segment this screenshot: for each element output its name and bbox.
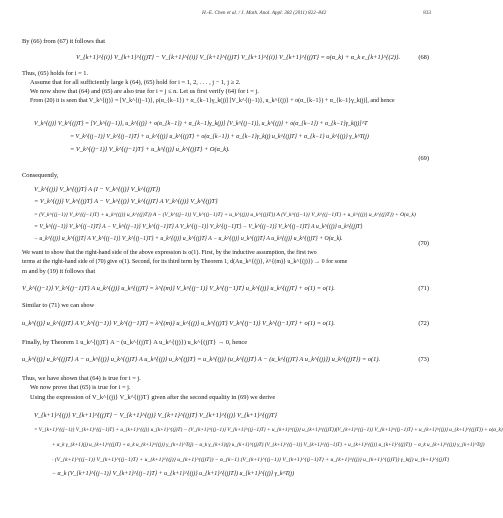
equation-line: V_k^{(j)} V_k^{(j)T} A (I − V_k^{(j)} V_k^{(j)T}) xyxy=(34,186,161,193)
equation-number: (70) xyxy=(418,240,429,247)
page-number: 833 xyxy=(423,10,431,16)
equation-line: V_k^{(j−1)} V_k^{(j−1)T} A u_k^{(j)} u_k^{(j)T} = λ^{(m)} V_k^{(j−1)} V_k^{(j−1)T} u_k^{(j)} u_k^{(j)T} + o(1) = o(1). xyxy=(22,285,335,292)
text-line: We want to show that the right-hand side of the above expression is o(1). First, by the inductive assumption, the first two xyxy=(22,250,317,256)
text-line: Finally, by Theorem 1 u_k^{(j)T} A − (u_k^{(j)T} A u_k^{(j)}) u_k^{(j)T} → 0, hence xyxy=(22,339,248,346)
equation-line: = (V_k^{(j−1)} V_k^{(j−1)T} + u_k^{(j)} u_k^{(j)T}) A − (V_k^{(j−1)} V_k^{(j−1)T} + u_k^{(j)} u_k^{(j)T}) A (V_k^{(j−1)} V_k^{(j−1)T} + u_k^{(j)} u_k^{(j)T}) + O(α_k) xyxy=(34,212,416,218)
text-line: By (66) from (67) it follows that xyxy=(22,38,106,45)
equation-line: = V_{k+1}^{(j−1)} V_{k+1}^{(j−1)T} + u_{k+1}^{(j)} u_{k+1}^{(j)T} − (V_{k+1}^{(j−1)} V_{k+1}^{(j−1)T} + u_{k+1}^{(j)} u_{k+1}^{(j)T})(V_{k+1}^{(j−1)} V_{k+1}^{(j−1)T} + u_{k+1}^{(j)} u_{k+1}^{(j)T}) + o(α_k) xyxy=(34,427,503,433)
text-line: Using the expression of V_k^{(j)} V_k^{(j)T} given after the second equality in (69) we derive xyxy=(30,394,276,401)
text-line: Thus, (65) holds for i = 1. xyxy=(22,70,89,77)
equation-line: = V_k^{(j−1)} V_k^{(j−1)T} + u_k^{(j)} u_k^{(j)T} + O(α_k). xyxy=(70,146,230,153)
equation-line: V_{k+1}^{(j)} V_{k+1}^{(j)T} − V_{k+1}^{(j)} V_{k+1}^{(j)T} V_{k+1}^{(j)} V_{k+1}^{(j)T} xyxy=(34,412,277,419)
equation-line: = V_k^{(j−1)} V_k^{(j−1)T} A − V_k^{(j−1)} V_k^{(j−1)T} A V_k^{(j−1)} V_k^{(j−1)T} − V_k^{(j−1)} V_k^{(j−1)T} A u_k^{(j)} u_k^{(j)T} xyxy=(34,224,363,230)
equation-number: (73) xyxy=(418,356,429,363)
text-line: terms at the right-hand side of (70) give o(1). Second, for its third term by Theorem 1, d(Au_k^{(j)}, λ^{(m)} u_k^{(j)}) → 0 for some xyxy=(22,259,348,265)
text-line: We now show that (64) and (65) are also true for i = j ≤ n. Let us first verify (64) for i = j. xyxy=(30,88,259,95)
equation-line: V_k^{(j)} V_k^{(j)T} = [V_k^{(j−1)}, u_k^{(j)} + o(α_{k−1}) + α_{k−1}γ_k(j)] [V_k^{(j−1)}, u_k^{(j)} + o(α_{k−1}) + α_{k−1}γ_k(j)]^T xyxy=(34,121,368,127)
equation-number: (71) xyxy=(418,285,429,292)
equation-line: − α_k (V_{k+1}^{(j−1)} V_{k+1}^{(j−1)T} + u_{k+1}^{(j)} u_{k+1}^{(j)T}) u_{k+1}^{(j)} γ_k^T(j) xyxy=(52,471,295,477)
text-line: Thus, we have shown that (64) is true for i = j. xyxy=(22,375,141,382)
text-line: Consequently, xyxy=(22,172,59,179)
text-line: We now prove that (65) is true for i = j. xyxy=(30,384,131,391)
equation-line: u_k^{(j)} u_k^{(j)T} A − u_k^{(j)} u_k^{(j)T} A u_k^{(j)} u_k^{(j)T} = u_k^{(j)} (u_k^{(j)T} A − (u_k^{(j)T} A u_k^{(j)}) u_k^{(j)T}) = o(1). xyxy=(22,356,381,363)
equation-line: = V_k^{(j)} V_k^{(j)T} A − V_k^{(j)} V_k^{(j)T} A V_k^{(j)} V_k^{(j)T} xyxy=(34,198,218,205)
equation-line: · (V_{k+1}^{(j−1)} V_{k+1}^{(j−1)T} + u_{k+1}^{(j)} u_{k+1}^{(j)T}) − α_{k−1} (V_{k+1}^{(j−1)} V_{k+1}^{(j−1)T} + u_{k+1}^{(j)} u_{k+1}^{(j)T}) γ_k(j) u_{k+1}^{(j)T} xyxy=(52,457,450,463)
equation-number: (68) xyxy=(418,54,429,61)
text-line: m and by (19) it follows that xyxy=(22,268,96,275)
equation-line: − u_k^{(j)} u_k^{(j)T} A V_k^{(j−1)} V_k^{(j−1)T} + u_k^{(j)} u_k^{(j)T} A − u_k^{(j)} u_k^{(j)T} A u_k^{(j)} u_k^{(j)T} + O(α_k). xyxy=(34,236,343,242)
equation-line: + α_k γ_{k+1}(j) u_{k+1}^{(j)T} + α_k u_{k+1}^{(j)} γ_{k+1}^T(j) − α_k γ_{k+1}(j) u_{k+1}^{(j)T} (V_{k+1}^{(j−1)} V_{k+1}^{(j−1)T} + u_{k+1}^{(j)} u_{k+1}^{(j)T}) − α_k u_{k+1}^{(j)} γ_{k+1}^T(j) xyxy=(52,442,485,448)
equation-line: u_k^{(j)} u_k^{(j)T} A V_k^{(j−1)} V_k^{(j−1)T} = λ^{(m)} u_k^{(j)} u_k^{(j)T} V_k^{(j−1)} V_k^{(j−1)T} + o(1) = o(1). xyxy=(22,320,335,327)
equation-number: (72) xyxy=(418,320,429,327)
text-line: Similar to (71) we can show xyxy=(22,302,95,309)
text-line: Assume that for all sufficiently large k (64), (65) hold for i = 1, 2, . . . , j − 1, j ≥ 2. xyxy=(30,79,241,86)
running-head: H.-E. Chen et al. / J. Math. Anal. Appl. 382 (2011) 822–842 xyxy=(202,10,327,16)
page-header xyxy=(0,10,453,20)
equation-number: (69) xyxy=(418,155,429,162)
text-line: From (20) it is seen that V_k^{(j)} = [V_k^{(j−1)}, ρ(α_{k−1}) + α_{k−1}γ_k(j)] [V_k^{(j−1)}, u_k^{(j)} + o(α_{k−1}) + α_{k−1}γ_k(j)], and hence xyxy=(30,98,395,104)
equation-line: = V_k^{(j−1)} V_k^{(j−1)T} + u_k^{(j)} u_k^{(j)T} + o(α_{k−1}) + α_{k−1}γ_k(j) u_k^{(j)T} + α_{k−1} u_k^{(j)} γ_k^T(j) xyxy=(70,134,369,140)
equation-line: V_{k+1}^{(i)} V_{k+1}^{(j)T} − V_{k+1}^{(i)} V_{k+1}^{(j)T} V_{k+1}^{(i)} V_{k+1}^{(j)T} = o(α_k) + α_k e_{k+1}^{(2)}. xyxy=(76,54,401,61)
